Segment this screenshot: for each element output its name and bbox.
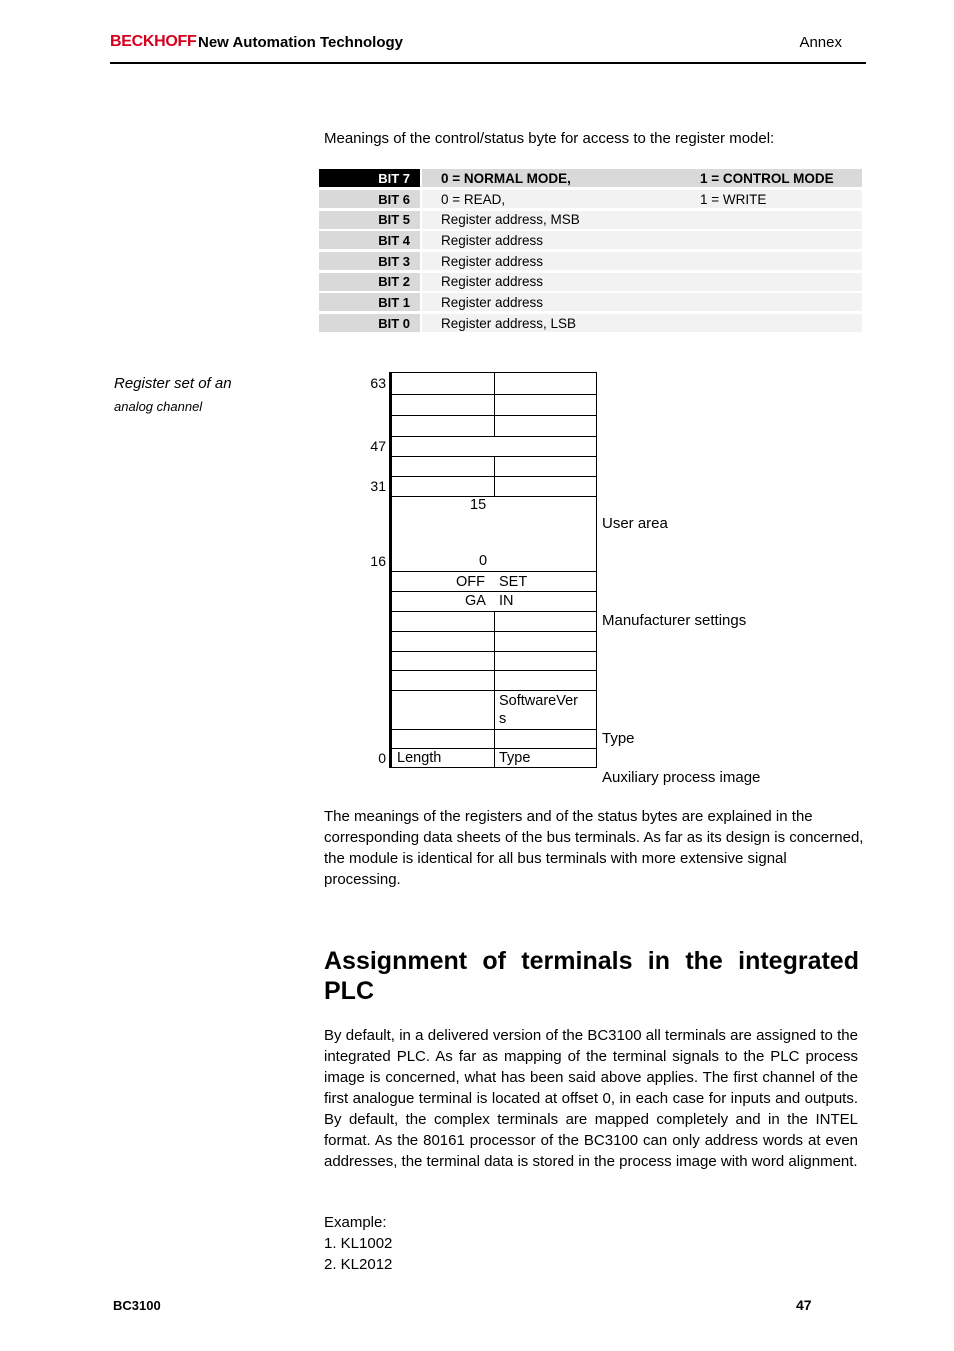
axis-label-47: 47	[370, 438, 386, 454]
side-caption-subtitle: analog channel	[114, 399, 203, 414]
register-cell	[391, 611, 495, 632]
register-cell	[391, 670, 495, 691]
gain-left-text: GA	[465, 593, 486, 609]
register-cell	[494, 670, 597, 691]
bit-label: BIT 5	[319, 211, 420, 229]
list-item: 2. KL2012	[324, 1256, 393, 1273]
side-caption-title: Register set of an	[114, 375, 232, 392]
control-byte-table	[319, 168, 862, 334]
brand-tagline: New Automation Technology	[198, 34, 403, 51]
bit-description: Register address	[422, 293, 862, 311]
brand-logo: BECKHOFF	[110, 33, 197, 50]
bit-desc-primary: 0 = NORMAL MODE,	[441, 170, 571, 186]
register-cell	[391, 436, 597, 457]
bit-label: BIT 1	[319, 293, 420, 311]
register-cell	[494, 611, 597, 632]
table-row	[319, 209, 862, 230]
user-area-bit-high: 15	[470, 497, 487, 513]
register-cell	[391, 372, 495, 395]
bit-desc-secondary: 1 = WRITE	[700, 191, 767, 207]
bit-label: BIT 3	[319, 252, 420, 270]
length-text: Length	[397, 750, 442, 766]
table-row	[319, 292, 862, 313]
user-area-bit-low: 0	[479, 553, 488, 569]
register-cell	[494, 729, 597, 749]
register-cell	[391, 729, 495, 749]
bit-description: Register address	[422, 231, 862, 249]
bit-desc-primary: 0 = READ,	[441, 191, 506, 207]
gain-right-text: IN	[499, 593, 514, 609]
software-version-text: SoftwareVer s	[499, 693, 578, 727]
gain-row	[391, 591, 597, 612]
table-row	[319, 189, 862, 210]
register-cell	[494, 415, 597, 437]
bit-description: Register address	[422, 273, 862, 291]
example-title: Example:	[324, 1214, 387, 1231]
register-cell	[494, 631, 597, 652]
example-block	[324, 1212, 392, 1275]
page-number: 47	[796, 1297, 812, 1313]
register-cell	[494, 372, 597, 395]
bit-description: Register address	[422, 252, 862, 270]
bit-description	[422, 169, 862, 187]
bit-description: Register address, LSB	[422, 314, 862, 332]
registers-explanation: The meanings of the registers and of the status bytes are explained in the corresponding data sheets of the bus terminals. As far as its design is concerned, the module is identical for all bus terminals with more extensive signal processing.	[324, 808, 864, 888]
bit-label: BIT 4	[319, 231, 420, 249]
header-divider	[110, 62, 866, 64]
manufacturer-settings-label: Manufacturer settings	[602, 612, 747, 629]
list-item: 1. KL1002	[324, 1235, 393, 1252]
register-cell	[391, 651, 495, 671]
type-cell-text: Type	[499, 750, 531, 766]
diagram-axis-line	[389, 372, 392, 768]
table-row	[319, 271, 862, 292]
register-cell	[494, 651, 597, 671]
intro-text: Meanings of the control/status byte for access to the register model:	[324, 130, 775, 147]
section-title: Annex	[799, 34, 842, 51]
register-cell	[391, 690, 495, 730]
register-cell	[391, 456, 495, 477]
offset-right-text: SET	[499, 574, 528, 590]
register-cell	[391, 394, 495, 416]
register-cell	[494, 456, 597, 477]
section-heading: Assignment of terminals in the integrated PLC	[324, 947, 859, 1005]
bit-description: Register address, MSB	[422, 211, 862, 229]
user-area-label: User area	[602, 515, 668, 532]
register-cell	[391, 476, 495, 497]
aux-process-image-label: Auxiliary process image	[602, 769, 761, 786]
table-row	[319, 313, 862, 334]
user-area-block	[391, 496, 597, 572]
type-label: Type	[602, 730, 635, 747]
bit-desc-secondary: 1 = CONTROL MODE	[700, 170, 834, 186]
footer-document-name: BC3100	[113, 1298, 161, 1313]
bit-label: BIT 0	[319, 314, 420, 332]
offset-row	[391, 571, 597, 592]
axis-label-0: 0	[378, 750, 386, 766]
axis-label-31: 31	[370, 478, 386, 494]
table-row	[319, 168, 862, 189]
register-cell	[391, 415, 495, 437]
register-cell	[494, 476, 597, 497]
offset-left-text: OFF	[456, 574, 485, 590]
axis-label-63: 63	[370, 375, 386, 391]
table-row	[319, 251, 862, 272]
bit-label: BIT 7	[319, 169, 420, 187]
plc-assignment-paragraph: By default, in a delivered version of the BC3100 all terminals are assigned to the integrated PLC. As far as mapping of the terminal signals to the PLC process image is concerned, what has been said above applies. The first channel of the first analogue terminal is located at offset 0, in each case for inputs and outputs. By default, the complex terminals are mapped completely and in the INTEL format. As the 80161 processor of the BC3100 can only address words at even addresses, the terminal data is stored in the process image with word alignment.	[324, 1027, 858, 1170]
table-row	[319, 230, 862, 251]
bit-label: BIT 6	[319, 190, 420, 208]
bit-description	[422, 190, 862, 208]
axis-label-16: 16	[370, 553, 386, 569]
register-cell	[494, 394, 597, 416]
register-cell	[391, 631, 495, 652]
bit-label: BIT 2	[319, 273, 420, 291]
